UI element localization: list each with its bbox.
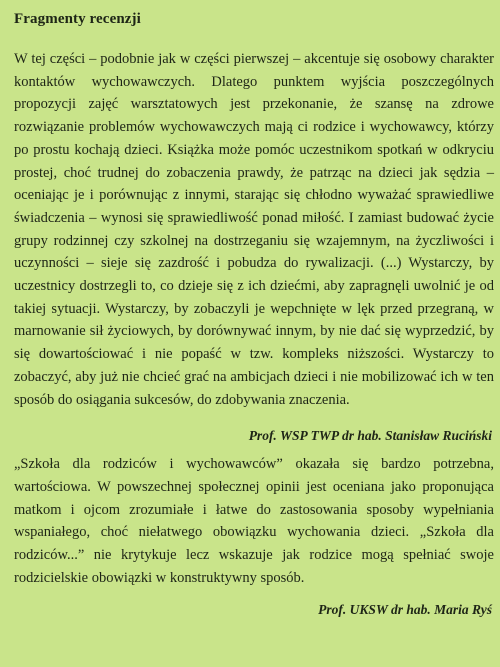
review-2-author: Prof. UKSW dr hab. Maria Ryś <box>318 602 492 618</box>
review-2-text: „Szkoła dla rodziców i wychowawców” okazała się bardzo potrzebna, wartościowa. W powszechnej społecznej opinii jest oceniana jako proponująca matkom i ojcom zrozumiałe i łatwe do zastosowania sposoby wypełniania wspaniałego, choć niełatwego obowiązku wychowania dzieci. „Szkoła dla rodziców...” nie krytykuje lecz wskazuje jak rodzice mogą spełniać swoje rodzicielskie obowiązki w konstruktywny sposób. <box>14 456 494 586</box>
review-1-author: Prof. WSP TWP dr hab. Stanisław Ruciński <box>248 428 492 444</box>
review-1-text: W tej części – podobnie jak w części pierwszej – akcentuje się osobowy charakter kontaktów wychowawczych. Dlatego punktem wyjścia poszczególnych propozycji zajęć warsztatowych jest przekonanie, że szansę na zdrowe rozwiązanie problemów wychowawczych mają ci rodzice i wychowawcy, którzy po prostu kochają dzieci. Książka może pomóc uczestnikom spotkań w odkryciu prostej, choć trudnej do zobaczenia prawdy, że patrząc na dzieci jak sędzia – oceniając je i porównując z innymi, starając się chłodno wyważać sprawiedliwe świadczenia – wynosi się sprawiedliwość ponad miłość. I zamiast budować życie grupy rodzinnej czy szkolnej na dostrzeganiu się wzajemnym, na życzliwości i uczynności – sieje się zazdrość i pobudza do rywalizacji. (...) Wystarczy, by uczestnicy dostrzegli to, co dzieje się z ich dziećmi, aby zapragnęli uwolnić je od takiej sytuacji. Wystarczy, by zobaczyli je wepchnięte w lęk przed przegraną, w marnowanie sił życiowych, by dorównywać innym, by nie dać się wyprzedzić, by się dowartościować i nie popaść w tzw. kompleks niższości. Wystarczy to zobaczyć, aby już nie chcieć grać na ambicjach dzieci i nie mobilizować ich w ten sposób do osiągania sukcesów, do zdobywania znaczenia. <box>14 51 494 408</box>
section-heading: Fragmenty recenzji <box>14 11 141 27</box>
